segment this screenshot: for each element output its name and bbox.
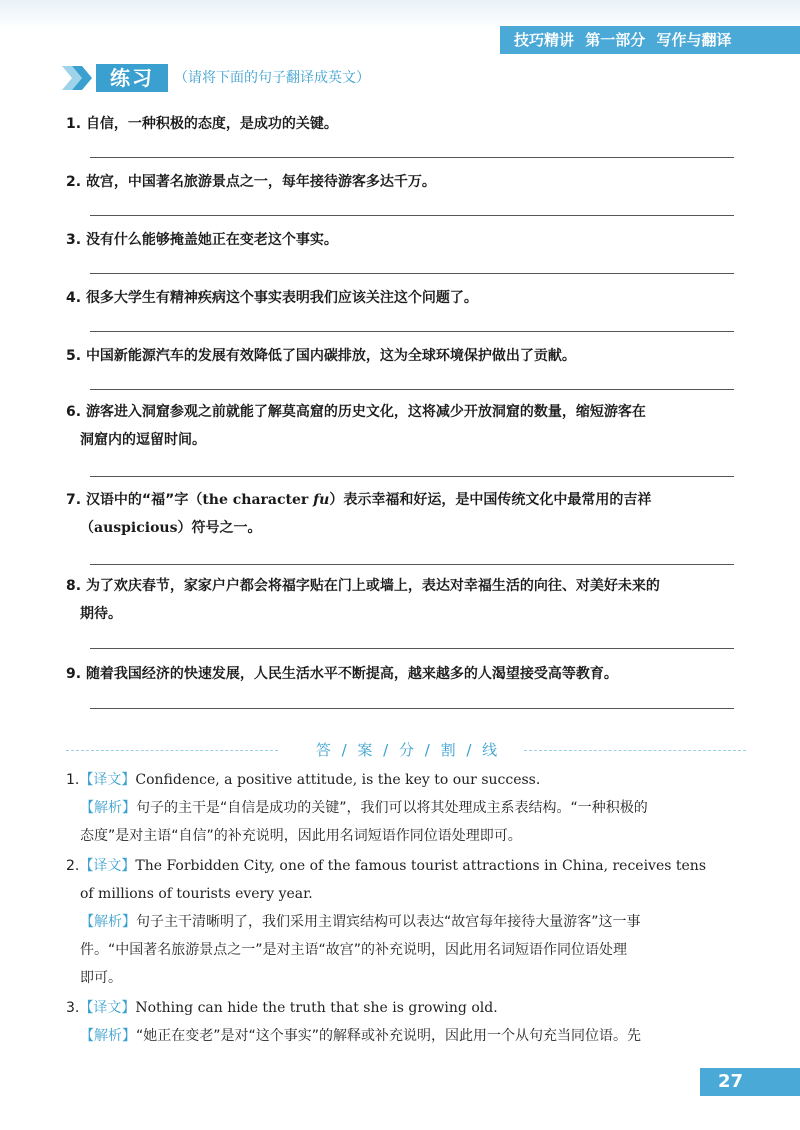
answer-divider — [66, 740, 746, 760]
question-text: 中国新能源汽车的发展有效降低了国内碳排放，这为全球环境保护做出了贡献。 — [85, 348, 576, 364]
english-term: （auspicious） — [80, 520, 192, 536]
question-number: 6. — [66, 404, 82, 420]
question-text: 很多大学生有精神疾病这个事实表明我们应该关注这个问题了。 — [85, 290, 478, 306]
question-text: 汉语中的“福”字（ — [85, 492, 203, 508]
exercise-title: 练习 — [96, 64, 168, 92]
answer-line — [90, 708, 734, 709]
analysis-text-continued: 即可。 — [80, 970, 122, 986]
question-4 — [66, 284, 746, 312]
answer-2 — [66, 852, 746, 992]
translation-tag: 【译文】 — [79, 858, 136, 874]
analysis-tag: 【解析】 — [80, 800, 136, 816]
answer-1 — [66, 766, 746, 850]
question-5 — [66, 342, 746, 370]
analysis-tag: 【解析】 — [80, 1028, 136, 1044]
question-9 — [66, 660, 746, 688]
translation-text-continued: of millions of tourists every year. — [80, 886, 313, 902]
analysis-text: 句子主干清晰明了，我们采用主谓宾结构可以表达“故宫每年接待大量游客”这一事 — [136, 914, 641, 930]
answer-line — [90, 331, 734, 332]
english-term-italic: fu — [313, 492, 330, 508]
question-6 — [66, 398, 746, 454]
question-8 — [66, 572, 746, 628]
translation-tag: 【译文】 — [79, 772, 136, 788]
question-number: 7. — [66, 492, 82, 508]
english-term: the character — [202, 492, 314, 508]
question-number: 9. — [66, 666, 82, 682]
question-number: 4. — [66, 290, 82, 306]
question-text: 没有什么能够掩盖她正在变老这个事实。 — [85, 232, 338, 248]
answer-number: 3. — [66, 1000, 80, 1016]
divider-text: 答 / 案 / 分 / 割 / 线 — [315, 741, 501, 759]
question-text: 为了欢庆春节，家家户户都会将福字贴在门上或墙上，表达对幸福生活的向往、对美好未来的 — [85, 578, 660, 594]
answer-line — [90, 273, 734, 274]
analysis-text: “她正在变老”是对“这个事实”的解释或补充说明，因此用一个从句充当同位语。先 — [136, 1028, 642, 1044]
question-2 — [66, 168, 746, 196]
translation-tag: 【译文】 — [79, 1000, 136, 1016]
analysis-text: 句子的主干是“自信是成功的关键”，我们可以将其处理成主系表结构。“一种积极的 — [136, 800, 648, 816]
answer-line — [90, 476, 734, 477]
answer-line — [90, 157, 734, 158]
question-number: 8. — [66, 578, 82, 594]
analysis-text-continued: 件。“中国著名旅游景点之一”是对主语“故宫”的补充说明，因此用名词短语作同位语处理 — [80, 942, 628, 958]
answer-line — [90, 215, 734, 216]
question-text-continued: 期待。 — [80, 606, 122, 622]
translation-text: Nothing can hide the truth that she is growing old. — [135, 1000, 498, 1016]
translation-text: The Forbidden City, one of the famous tourist attractions in China, receives tens — [135, 858, 707, 874]
question-7 — [66, 486, 746, 542]
translation-text: Confidence, a positive attitude, is the key to our success. — [135, 772, 541, 788]
divider-dash-left — [66, 750, 278, 751]
answer-line — [90, 389, 734, 390]
question-text-continued: 洞窟内的逗留时间。 — [80, 432, 206, 448]
page-number: 27 — [700, 1068, 800, 1096]
question-number: 5. — [66, 348, 82, 364]
exercise-heading — [60, 64, 370, 92]
divider-dash-right — [524, 750, 746, 751]
question-text: 随着我国经济的快速发展，人民生活水平不断提高，越来越多的人渴望接受高等教育。 — [85, 666, 618, 682]
analysis-text-continued: 态度”是对主语“自信”的补充说明，因此用名词短语作同位语处理即可。 — [80, 828, 522, 844]
answer-number: 2. — [66, 858, 80, 874]
question-number: 1. — [66, 116, 82, 132]
question-text: 故宫，中国著名旅游景点之一，每年接待游客多达千万。 — [85, 174, 436, 190]
question-number: 2. — [66, 174, 82, 190]
question-text-continued: 符号之一。 — [191, 520, 262, 536]
answer-line — [90, 648, 734, 649]
question-1 — [66, 110, 746, 138]
answer-3 — [66, 994, 746, 1050]
answer-line — [90, 564, 734, 565]
question-text: 自信，一种积极的态度，是成功的关键。 — [85, 116, 338, 132]
answer-number: 1. — [66, 772, 80, 788]
question-number: 3. — [66, 232, 82, 248]
question-text: 游客进入洞窟参观之前就能了解莫高窟的历史文化，这将减少开放洞窟的数量，缩短游客在 — [85, 404, 646, 420]
analysis-tag: 【解析】 — [80, 914, 136, 930]
double-chevron-icon — [60, 64, 94, 92]
question-3 — [66, 226, 746, 254]
section-header-tab: 技巧精讲 第一部分 写作与翻译 — [500, 26, 800, 54]
question-text: ）表示幸福和好运，是中国传统文化中最常用的吉祥 — [329, 492, 652, 508]
exercise-instruction: （请将下面的句子翻译成英文） — [174, 70, 370, 86]
